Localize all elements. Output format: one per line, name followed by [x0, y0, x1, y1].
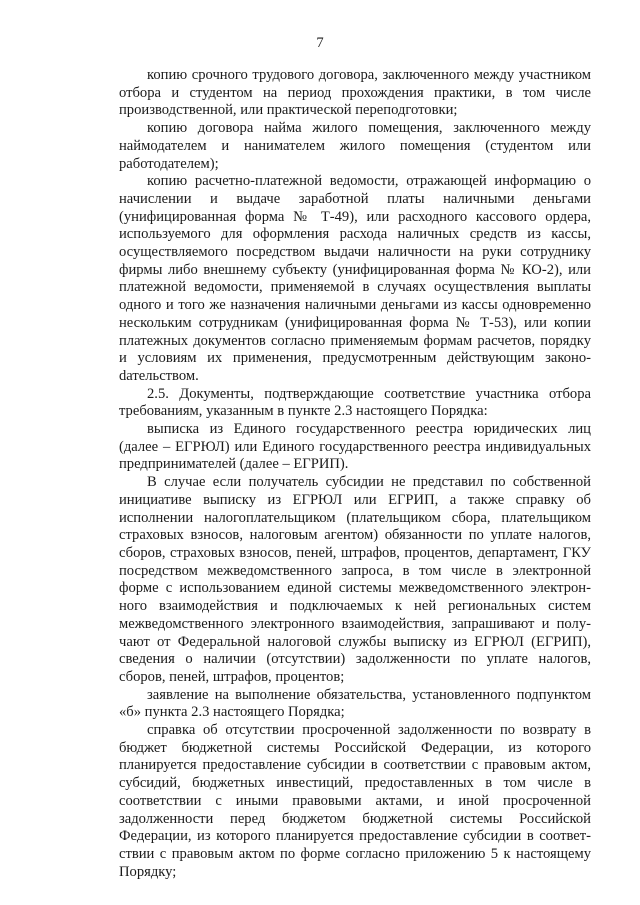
paragraph-egrul-extract: выписка из Единого государственного реестра юридических лиц (далее – ЕГРЮЛ) или Единого государственного реестра индивидуальных предпринимателей (далее – ЕГРИП).: [119, 421, 591, 473]
paragraph-housing-lease-copy: копию договора найма жилого помещения, заключенного между наймодателем и нанимателем жилого помещения (студентом или работодателем);: [119, 120, 591, 172]
paragraph-section-2-5: 2.5. Документы, подтверждающие соответствие участника отбора требованиям, указанным в пункте 2.3 настоящего Порядка:: [119, 385, 591, 420]
page-number: 7: [316, 35, 324, 51]
paragraph-no-overdue-debt-certificate: справка об отсутствии просроченной задолженности по возврату в бюджет бюджетной системы Российской Федерации, из которого планируется предоставление субсидии в соответствии с правовым актом, субсидий, бюджетных инвестиций, предоставленных в том числе в соответствии с иными правовыми актами, и иной просроченной задолженности перед бюджетом бюджетной системы Российской Федерации, из которого планируется предоставление субсидии в соответствии с правовым актом по форме согласно приложению 5 к настоящему Порядку;: [119, 722, 591, 880]
paragraph-payroll-statement-copy: копию расчетно-платежной ведомости, отражающей информацию о начислении и выдаче заработной платы наличными деньгами (унифицированная форма № Т-49), или расходного кассового ордера, используемого для оформления расхода наличных средств из кассы, осуществляемого посредством выдачи наличности на руки сотруднику фирмы либо внешнему субъекту (унифицированная форма № КО-2), или платежной ведомости, применяемой в случаях осуществления выплаты одного и того же назначения наличными деньгами из кассы одновременно нескольким сотрудникам (унифицированная форма № Т-53), или копии платежных документов согласно применяемым формам расчетов, порядку и условиям их применения, предусмотренным действующим законоdательством.: [119, 173, 591, 384]
document-body: [119, 67, 591, 881]
paragraph-employment-contract-copy: копию срочного трудового договора, заключенного между участником отбора и студентом на период прохождения практики, в том числе производственной, или практической переподготовки;: [119, 67, 591, 119]
paragraph-interagency-request: В случае если получатель субсидии не представил по собственной инициативе выписку из ЕГРЮЛ или ЕГРИП, а также справку об исполнении налогоплательщиком (плательщиком сбора, плательщиком страховых взносов, налоговым агентом) обязанности по уплате налогов, сборов, страховых взносов, пеней, штрафов, процентов, департамент, ГКУ посредством межведомственного запроса, в том числе в электронной форме с использованием единой системы межведомственного электронного взаимодействия и подключаемых к ней региональных систем межведомственного электронного взаимодействия, запрашивают и получают от Федеральной налоговой службы выписку из ЕГРЮЛ (ЕГРИП), сведения о наличии (отсутствии) задолженности по уплате налогов, сборов, пеней, штрафов, процентов;: [119, 474, 591, 685]
paragraph-obligation-statement: заявление на выполнение обязательства, установленного подпунктом «б» пункта 2.3 настоящего Порядка;: [119, 686, 591, 721]
